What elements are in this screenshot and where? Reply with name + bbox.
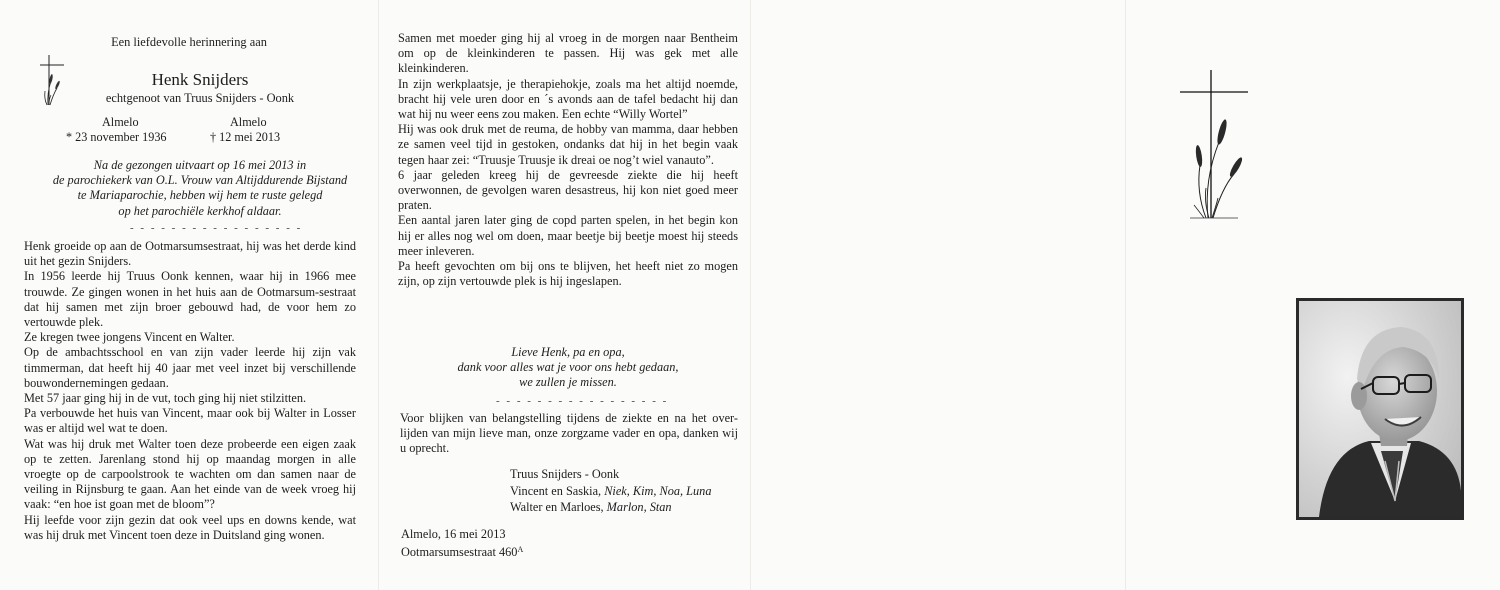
- signature-line: Truus Snijders - Oonk: [510, 467, 620, 481]
- bio-paragraph: Ze kregen twee jongens Vincent en Walter.: [24, 330, 235, 345]
- birth-place: Almelo: [102, 115, 139, 129]
- signature-line: Vincent en Saskia, Niek, Kim, Noa, Luna: [510, 483, 712, 498]
- card-panel-blank: [750, 0, 1125, 590]
- bio-paragraph: Hij leefde voor zijn gezin dat ook veel ups en downs kende, wat was hij druk met Vincent toen deze in Duitsland ging wonen.: [24, 512, 356, 542]
- bio-paragraph: Henk groeide op aan de Ootmarsumsestraat, hij was het derde kind uit het gezin Snijders.: [24, 239, 356, 269]
- family-signatures: [510, 466, 711, 516]
- poem-line: dank voor alles wat je voor ons hebt gedaan,: [457, 360, 679, 375]
- card-panel-left: [0, 0, 378, 590]
- bio-paragraph: Op de ambachtsschool en van zijn vader leerde hij zijn vak timmerman, dat heeft hij 40 jaar met veel inzet bij verschillende bouwondernemingen gedaan.: [24, 345, 356, 390]
- portrait-photo: [1296, 298, 1464, 520]
- place-date: Almelo, 16 mei 2013: [401, 527, 506, 541]
- biography-continued: [398, 31, 738, 289]
- spouse-line: echtgenoot van Truus Snijders - Oonk: [105, 91, 295, 105]
- farewell-poem: [398, 345, 738, 391]
- bio-paragraph: Pa heeft gevochten om bij ons te blijven, het heeft niet zo mogen zijn, op zijn vertouwde plek is hij ingeslapen.: [398, 259, 738, 289]
- funeral-notice: [50, 158, 350, 219]
- bio-paragraph: Wat was hij druk met Walter toen deze probeerde een eigen zaak op te zetten. Jarenlang stond hij op maandag morgen in alle vroegte op de carpoolstrook te wachten om dan samen naar de veiling in Rijnsburg te gaan. Aan het einde van de week vroeg hij vaak: “en hoe ist goan met de bloom”?: [24, 436, 356, 512]
- death-place: Almelo: [230, 115, 267, 129]
- funeral-line: op het parochiële kerkhof aldaar.: [118, 203, 282, 218]
- signature-line: Walter en Marloes, Marlon, Stan: [510, 500, 672, 515]
- poem-line: Lieve Henk, pa en opa,: [511, 345, 625, 359]
- memorial-heading: Een liefdevolle herinnering aan: [111, 35, 267, 49]
- portrait-image: [1299, 301, 1461, 517]
- poem-line: we zullen je missen.: [519, 375, 617, 390]
- cross-with-reeds-icon: [1178, 70, 1258, 220]
- bio-paragraph: Samen met moeder ging hij al vroeg in de morgen naar Bentheim om op de kleinkinderen te passen. Hij was gek met alle kleinkinderen.: [398, 31, 738, 76]
- card-panel-middle: [378, 0, 750, 590]
- address: Ootmarsumsestraat $460^A$: [401, 545, 524, 559]
- bio-paragraph: Pa verbouwde het huis van Vincent, maar ook bij Walter in Losser was er altijd wel wat te doen.: [24, 406, 356, 436]
- bio-paragraph: In zijn werkplaatsje, je therapiehokje, zoals ma het altijd noemde, bracht hij vele uren door en ´s avonds aan de tafel bedacht hij dan wat hij nu weer eens zou maken. Een echte “Willy Wortel”: [398, 76, 738, 122]
- bio-paragraph: Met 57 jaar ging hij in de vut, toch ging hij niet stilzitten.: [24, 391, 307, 406]
- card-panel-right: [1125, 0, 1500, 590]
- bio-paragraph: In 1956 leerde hij Truus Oonk kennen, waar hij in 1966 mee trouwde. Ze gingen wonen in het huis aan de Ootmarsum-sestraat dat hij samen met zijn broer gebouwd had, de voor hem zo vertouwde plek.: [24, 269, 356, 330]
- bio-paragraph: Een aantal jaren later ging de copd parten spelen, in het begin kon hij er alles nog wel om doen, maar beetje bij beetje moest hij steeds meer inleveren.: [398, 213, 738, 258]
- cross-with-reeds-icon: [38, 55, 68, 107]
- divider: - - - - - - - - - - - - - - - - -: [496, 395, 669, 407]
- funeral-line: te Mariaparochie, hebben wij hem te ruste gelegd: [77, 188, 323, 203]
- thanks-note: Voor blijken van belangstelling tijdens de ziekte en na het over-lijden van mijn lieve man, onze zorgzame vader en opa, danken wij u oprecht.: [400, 411, 738, 456]
- funeral-line: Na de gezongen uitvaart op 16 mei 2013 in: [93, 158, 307, 172]
- deceased-name: Henk Snijders: [151, 70, 249, 89]
- biography: [24, 239, 356, 543]
- bio-paragraph: 6 jaar geleden kreeg hij de gevreesde ziekte die hij heeft overwonnen, de gevolgen waren desastreus, hij kon niet goed meer praten.: [398, 167, 738, 213]
- place-and-address: [401, 526, 523, 560]
- birth-date: * 23 november 1936: [66, 130, 167, 144]
- divider: - - - - - - - - - - - - - - - - -: [130, 222, 303, 234]
- bio-paragraph: Hij was ook druk met de reuma, de hobby van mamma, daar hebben ze samen veel tijd in gestoken, ondanks dat hij in het begin vaak tegen haar zei: “Truusje Truusje ik dreai oe nog’t wiel vanauto”.: [398, 122, 738, 167]
- death-date: † 12 mei 2013: [210, 130, 281, 144]
- funeral-line: de parochiekerk van O.L. Vrouw van Altijddurende Bijstand: [52, 173, 348, 188]
